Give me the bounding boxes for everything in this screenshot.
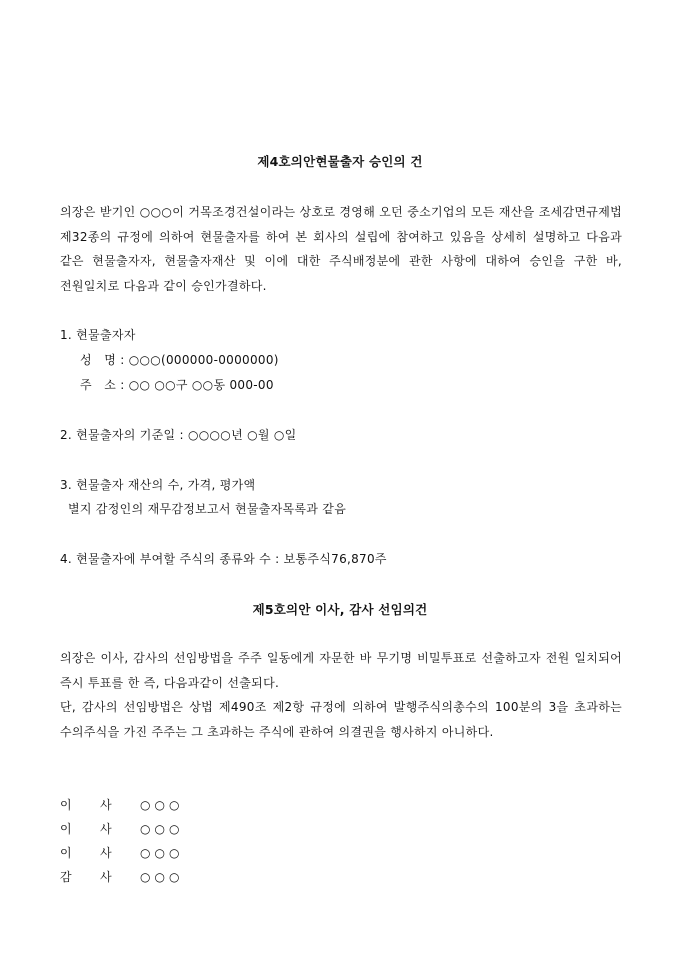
officer-title-char2: 사 [100, 870, 112, 884]
item3-heading: 3. 현물출자 재산의 수, 가격, 평가액 [60, 478, 256, 492]
item2: 2. 현물출자의 기준일 : ○○○○년 ○월 ○일 [60, 428, 297, 442]
agenda4-body: 의장은 받기인 ○○○이 거목조경건설이라는 상호로 경영해 오던 중소기업의 모든 재산을 조세감면규제법 제32종의 규정에 의하여 현물출자를 하여 본 회사의 설립에 참여하고 있음을 상세히 설명하고 다음과 같은 현물출자자, 현물출자재산 및 이에 대한 주식배정분에 관한 사항에 대하여 승인을 구한 바, 전원일치로 다음과 같이 승인가결하다. [60, 205, 622, 293]
officer-name: ○○○ [140, 846, 184, 860]
officer-title-char1: 이 [60, 798, 72, 812]
agenda5-body2: 단, 감사의 선임방법은 상법 제490조 제2항 규정에 의하여 발행주식의총수의 100분의 3을 초과하는 수의주식을 가진 주주는 그 초과하는 주식에 관하여 의결권을 행사하지 아니하다. [60, 700, 622, 739]
agenda5-body1: 의장은 이사, 감사의 선임방법을 주주 일동에게 자문한 바 무기명 비밀투표로 선출하고자 전원 일치되어 즉시 투표를 한 즉, 다음과같이 선출되다. [60, 651, 622, 690]
officer-name: ○○○ [140, 870, 184, 884]
officer-name: ○○○ [140, 798, 184, 812]
item4: 4. 현물출자에 부여할 주식의 종류와 수 : 보통주식76,870주 [60, 552, 387, 566]
agenda5-title: 제5호의안 이사, 감사 선임의건 [252, 602, 428, 617]
agenda4-title: 제4호의안현물출자 승인의 건 [257, 154, 423, 169]
item1-name: 성 명 : ○○○(000000-0000000) [80, 353, 279, 367]
officer-title-char2: 사 [100, 798, 112, 812]
officer-title-char2: 사 [100, 822, 112, 836]
officer-name: ○○○ [140, 822, 184, 836]
item3-detail: 별지 감정인의 재무감정보고서 현물출자목록과 같음 [68, 502, 347, 516]
officer-title-char1: 이 [60, 822, 72, 836]
item1-address: 주 소 : ○○ ○○구 ○○동 000-00 [80, 378, 274, 392]
officer-title-char1: 감 [60, 870, 72, 884]
officer-title-char2: 사 [100, 846, 112, 860]
item1-heading: 1. 현물출자자 [60, 328, 136, 342]
officer-title-char1: 이 [60, 846, 72, 860]
